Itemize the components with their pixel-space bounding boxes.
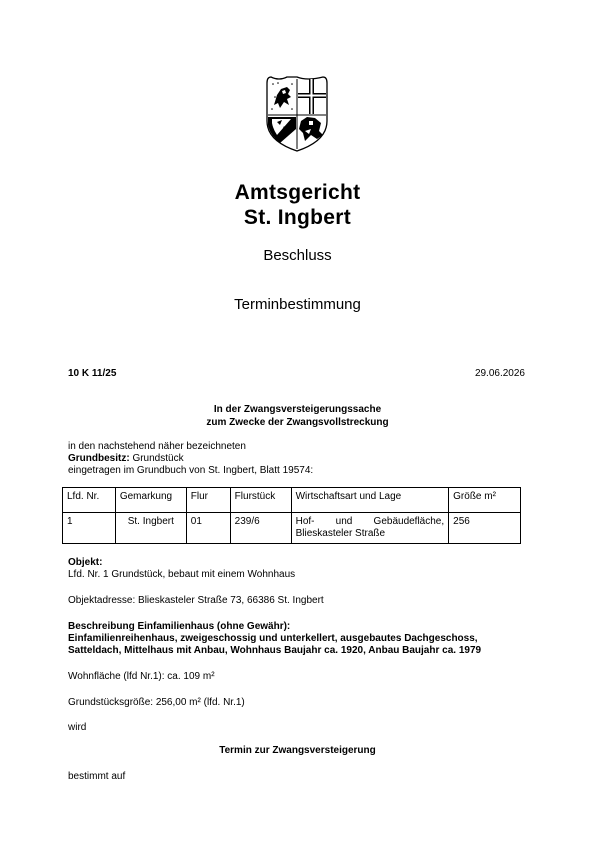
table-header-cell: Wirtschaftsart und Lage: [291, 488, 449, 513]
proceedings-line1: In der Zwangsversteigerungssache: [213, 404, 382, 415]
description-label: Beschreibung Einfamilienhaus (ohne Gewähr):: [68, 621, 291, 632]
object-line: Lfd. Nr. 1 Grundstück, bebaut mit einem Wohnhaus: [68, 569, 296, 580]
proceedings-line2: zum Zwecke der Zwangsvollstreckung: [206, 417, 389, 428]
document-subtitle: Terminbestimmung: [234, 296, 361, 313]
wird-text: wird: [68, 722, 87, 733]
document-type: Beschluss: [263, 247, 332, 264]
table-header-cell: Flurstück: [230, 488, 291, 513]
lage-line1: Hof- und Gebäudefläche,: [295, 516, 445, 527]
lage-line2: Blieskasteler Straße: [295, 528, 386, 539]
intro-line: in den nachstehend näher bezeichneten: [68, 441, 246, 452]
table-row: [63, 513, 521, 544]
table-cell-nr: 1: [63, 513, 116, 544]
description-line2: Satteldach, Mittelhaus mit Anbau, Wohnhaus Baujahr ca. 1920, Anbau Baujahr ca. 1979: [68, 645, 482, 656]
table-header-cell: Lfd. Nr.: [63, 488, 116, 513]
object-label: Objekt:: [68, 557, 103, 568]
property-line: [68, 453, 184, 465]
table-header-cell: Flur: [186, 488, 230, 513]
document-date: 29.06.2026: [474, 368, 525, 379]
table-cell-flurstueck: 239/6: [230, 513, 291, 544]
property-value: Grundstück: [129, 453, 184, 464]
proceedings-heading: [0, 403, 595, 429]
case-number: 10 K 11/25: [68, 368, 117, 379]
table-header-cell: Gemarkung: [115, 488, 186, 513]
saarland-coat-of-arms-icon: [265, 75, 329, 153]
plot-size: Grundstücksgröße: 256,00 m² (lfd. Nr.1): [68, 697, 245, 708]
property-label: Grundbesitz:: [68, 453, 130, 464]
table-cell-gemarkung: St. Ingbert: [115, 513, 186, 544]
court-location: St. Ingbert: [243, 206, 352, 229]
description-line1: Einfamilienreihenhaus, zweigeschossig und unterkellert, ausgebautes Dachgeschoss,: [68, 633, 478, 644]
auction-heading: Termin zur Zwangsversteigerung: [219, 745, 376, 756]
object-address: Objektadresse: Blieskasteler Straße 73, 66386 St. Ingbert: [68, 595, 324, 606]
land-register-line: eingetragen im Grundbuch von St. Ingbert, Blatt 19574:: [68, 465, 314, 476]
auction-date-line: bestimmt auf: [68, 771, 126, 782]
court-title: Amtsgericht: [234, 181, 361, 204]
property-table: [62, 487, 521, 544]
table-cell-lage: [291, 513, 449, 544]
table-header-cell: Größe m²: [449, 488, 521, 513]
court-name: [0, 180, 595, 230]
table-cell-groesse: 256: [449, 513, 521, 544]
living-area: Wohnfläche (lfd Nr.1): ca. 109 m²: [68, 671, 215, 682]
table-cell-flur: 01: [186, 513, 230, 544]
table-header-row: [63, 488, 521, 513]
